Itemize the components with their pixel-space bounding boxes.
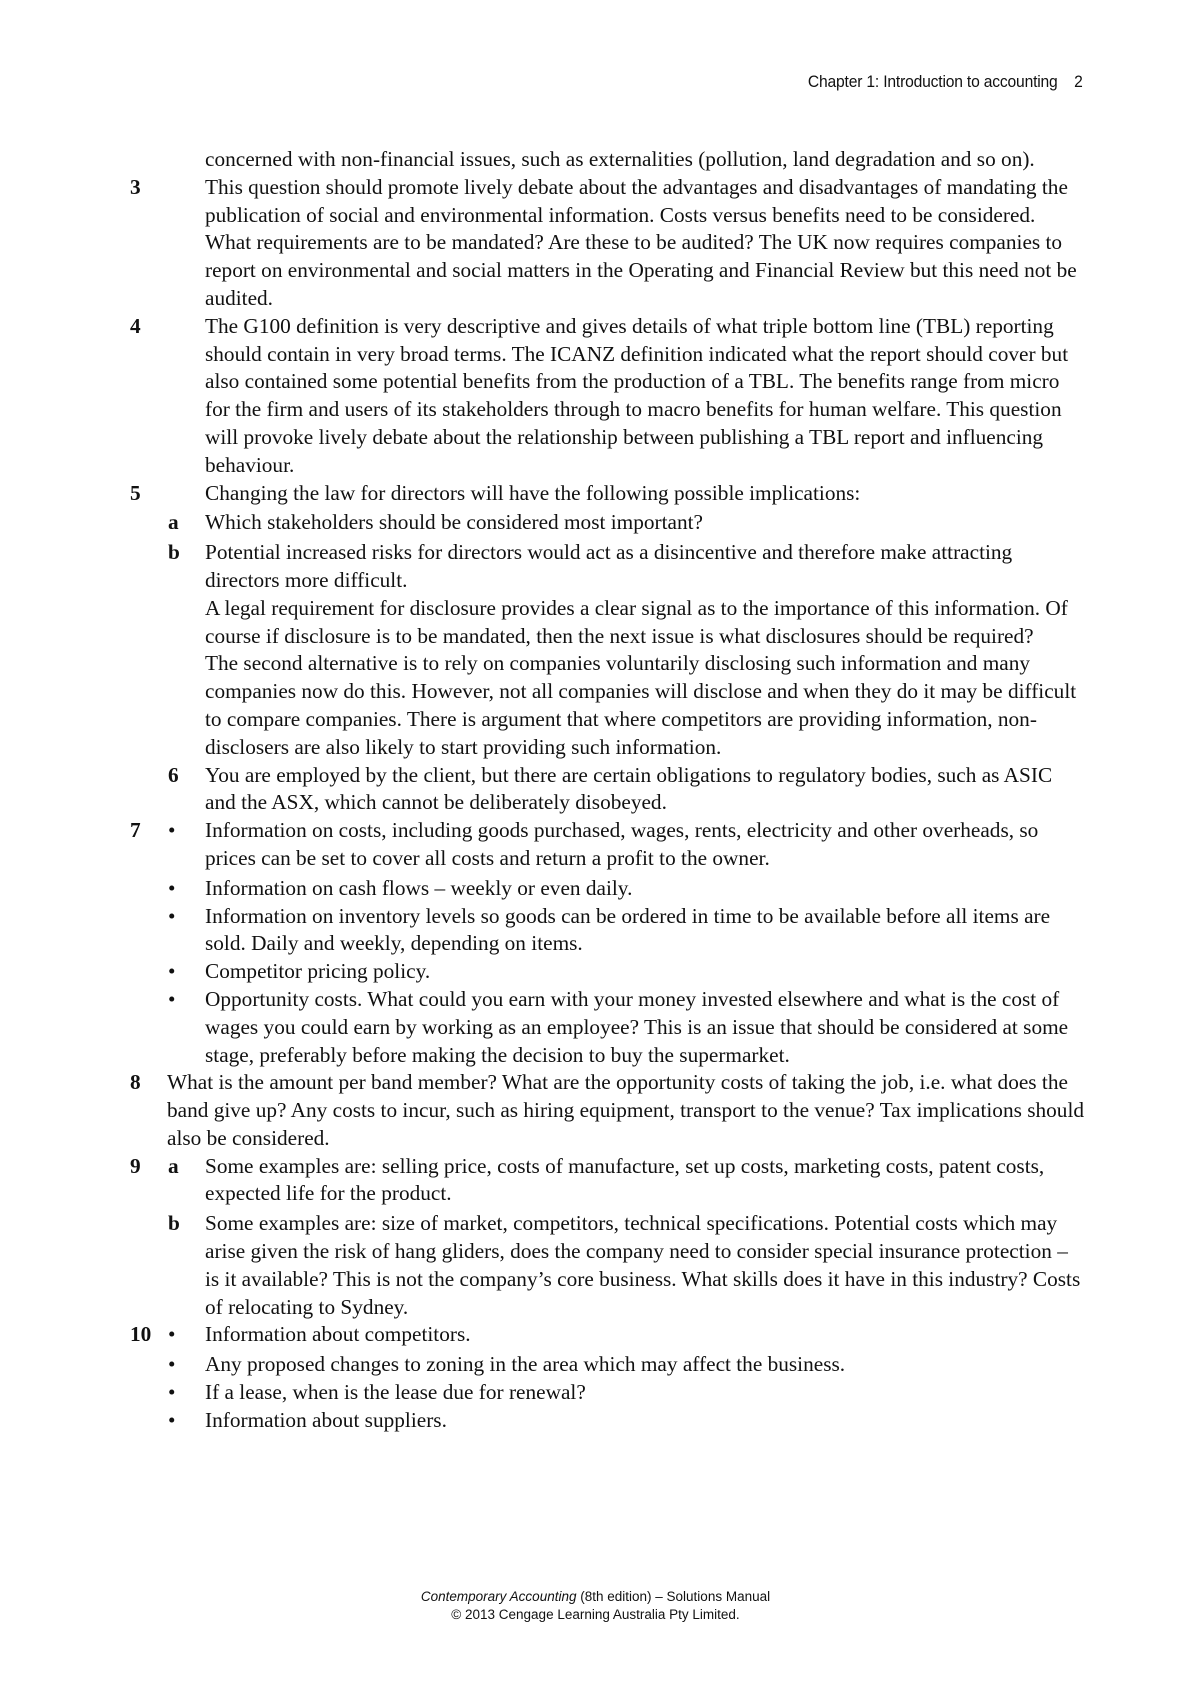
answers-body — [0, 146, 1191, 1435]
bullet-text: Any proposed changes to zoning in the area which may affect the business. — [205, 1352, 846, 1377]
answer-9b — [0, 1210, 1085, 1321]
answer-text: Which stakeholders should be considered most important? — [205, 510, 703, 535]
answer-4 — [0, 313, 1085, 480]
answer-2-continued — [0, 146, 1085, 174]
answer-10-bullet-2 — [0, 1351, 1085, 1379]
answer-text: You are employed by the client, but there are certain obligations to regulatory bodies, such as ASIC and the ASX, which cannot be deliberately disobeyed. — [205, 762, 1053, 815]
answer-5-paragraph-1 — [0, 595, 1085, 651]
bullet-icon: • — [168, 959, 176, 984]
answer-number: 9 — [130, 1153, 141, 1178]
answer-text: The G100 definition is very descriptive and gives details of what triple bottom line (TBL) reporting should contain in very broad terms. The ICANZ definition indicated what the report should cover but also contained some potential benefits from the production of a TBL. The benefits range from micro for the firm and users of its stakeholders through to macro benefits for human welfare. This question will provoke lively debate about the relationship between publishing a TBL report and influencing behaviour. — [205, 313, 1069, 477]
answer-number: 6 — [168, 762, 179, 787]
answer-number: 4 — [130, 313, 141, 338]
answer-10-bullet-4 — [0, 1407, 1085, 1435]
answer-text: Potential increased risks for directors would act as a disincentive and therefore make attracting directors more difficult. — [205, 540, 1013, 592]
answer-number: 10 — [130, 1322, 152, 1347]
bullet-icon: • — [168, 1352, 176, 1377]
answer-5b — [0, 539, 1085, 595]
bullet-icon: • — [168, 875, 176, 900]
answer-3 — [0, 174, 1085, 313]
answer-text: Some examples are: size of market, competitors, technical specifications. Potential costs which may arise given the risk of hang gliders, does the company need to consider special insurance protection – is it available? This is not the company’s core business. What skills does it have in this industry? Costs of relocating to Sydney. — [205, 1211, 1081, 1319]
bullet-icon: • — [168, 1322, 176, 1347]
answer-7-bullet-5 — [0, 986, 1085, 1069]
answer-text: A legal requirement for disclosure provides a clear signal as to the importance of this information. Of course if disclosure is to be mandated, then the next issue is what disclosures should be required? — [205, 595, 1068, 648]
page-footer — [0, 1588, 1191, 1624]
bullet-text: Information on cash flows – weekly or even daily. — [205, 875, 633, 900]
answer-10-bullet-3 — [0, 1379, 1085, 1407]
sub-label: b — [168, 1211, 180, 1236]
bullet-text: Opportunity costs. What could you earn with your money invested elsewhere and what is the cost of wages you could earn by working as an employee? This is an issue that should be considered at some stage, preferably before making the decision to buy the supermarket. — [205, 986, 1069, 1067]
answer-5-paragraph-2 — [0, 650, 1085, 761]
sub-label: a — [168, 1153, 179, 1178]
answer-number: 5 — [130, 480, 141, 505]
bullet-icon: • — [168, 903, 176, 928]
answer-number: 3 — [130, 174, 141, 199]
answer-number: 7 — [130, 818, 141, 843]
book-title: Contemporary Accounting — [420, 1589, 577, 1604]
answer-7-bullet-2 — [0, 875, 1085, 903]
answer-7-bullet-1 — [0, 817, 1085, 873]
bullet-text: Information on inventory levels so goods can be ordered in time to be available before all items are sold. Daily and weekly, depending on items. — [205, 903, 1051, 956]
answer-text: Some examples are: selling price, costs of manufacture, set up costs, marketing costs, patent costs, expected life for the product. — [205, 1153, 1045, 1206]
bullet-icon: • — [168, 818, 176, 843]
running-header — [808, 72, 1083, 92]
chapter-title: Chapter 1: Introduction to accounting — [808, 72, 1058, 91]
answer-text: This question should promote lively debate about the advantages and disadvantages of mandating the publication of social and environmental information. Costs versus benefits need to be considered. What requirements are to be mandated? Are these to be audited? The UK now requires companies to report on environmental and social matters in the Operating and Financial Review but this need not be audited. — [205, 174, 1077, 310]
answer-7-bullet-4 — [0, 958, 1085, 986]
answer-6 — [0, 762, 1085, 818]
answer-8 — [0, 1069, 1085, 1152]
footer-book-line — [0, 1588, 1191, 1606]
answer-text: What is the amount per band member? What are the opportunity costs of taking the job, i.e. what does the band give up? Any costs to incur, such as hiring equipment, transport to the venue? Tax implications should also be considered. — [167, 1070, 1085, 1150]
answer-number: 8 — [130, 1070, 141, 1095]
answer-10-bullet-1 — [0, 1321, 1085, 1349]
bullet-text: Information on costs, including goods purchased, wages, rents, electricity and other overheads, so prices can be set to cover all costs and return a profit to the owner. — [205, 818, 1039, 870]
sub-label: a — [168, 510, 179, 535]
answer-7-bullet-3 — [0, 903, 1085, 959]
sub-label: b — [168, 540, 180, 565]
bullet-text: If a lease, when is the lease due for renewal? — [205, 1380, 586, 1405]
bullet-icon: • — [168, 1380, 176, 1405]
bullet-text: Competitor pricing policy. — [205, 959, 431, 984]
book-edition: (8th edition) – Solutions Manual — [576, 1589, 771, 1604]
bullet-text: Information about competitors. — [205, 1322, 471, 1347]
answer-5a — [0, 509, 1085, 537]
answer-text: The second alternative is to rely on companies voluntarily disclosing such information and many companies now do this. However, not all companies will disclose and when they do it may be difficult to compare companies. There is argument that where competitors are providing information, non-disclosers are also likely to start providing such information. — [205, 651, 1077, 759]
answer-text: Changing the law for directors will have the following possible implications: — [205, 480, 861, 505]
footer-copyright: © 2013 Cengage Learning Australia Pty Limited. — [451, 1607, 740, 1622]
answer-9a — [0, 1153, 1085, 1209]
answer-text: concerned with non-financial issues, such as externalities (pollution, land degradation and so on). — [205, 147, 1035, 171]
bullet-icon: • — [168, 1407, 176, 1432]
bullet-text: Information about suppliers. — [205, 1407, 447, 1432]
bullet-icon: • — [168, 986, 176, 1011]
page-number: 2 — [1074, 72, 1083, 91]
answer-5 — [0, 480, 1085, 508]
